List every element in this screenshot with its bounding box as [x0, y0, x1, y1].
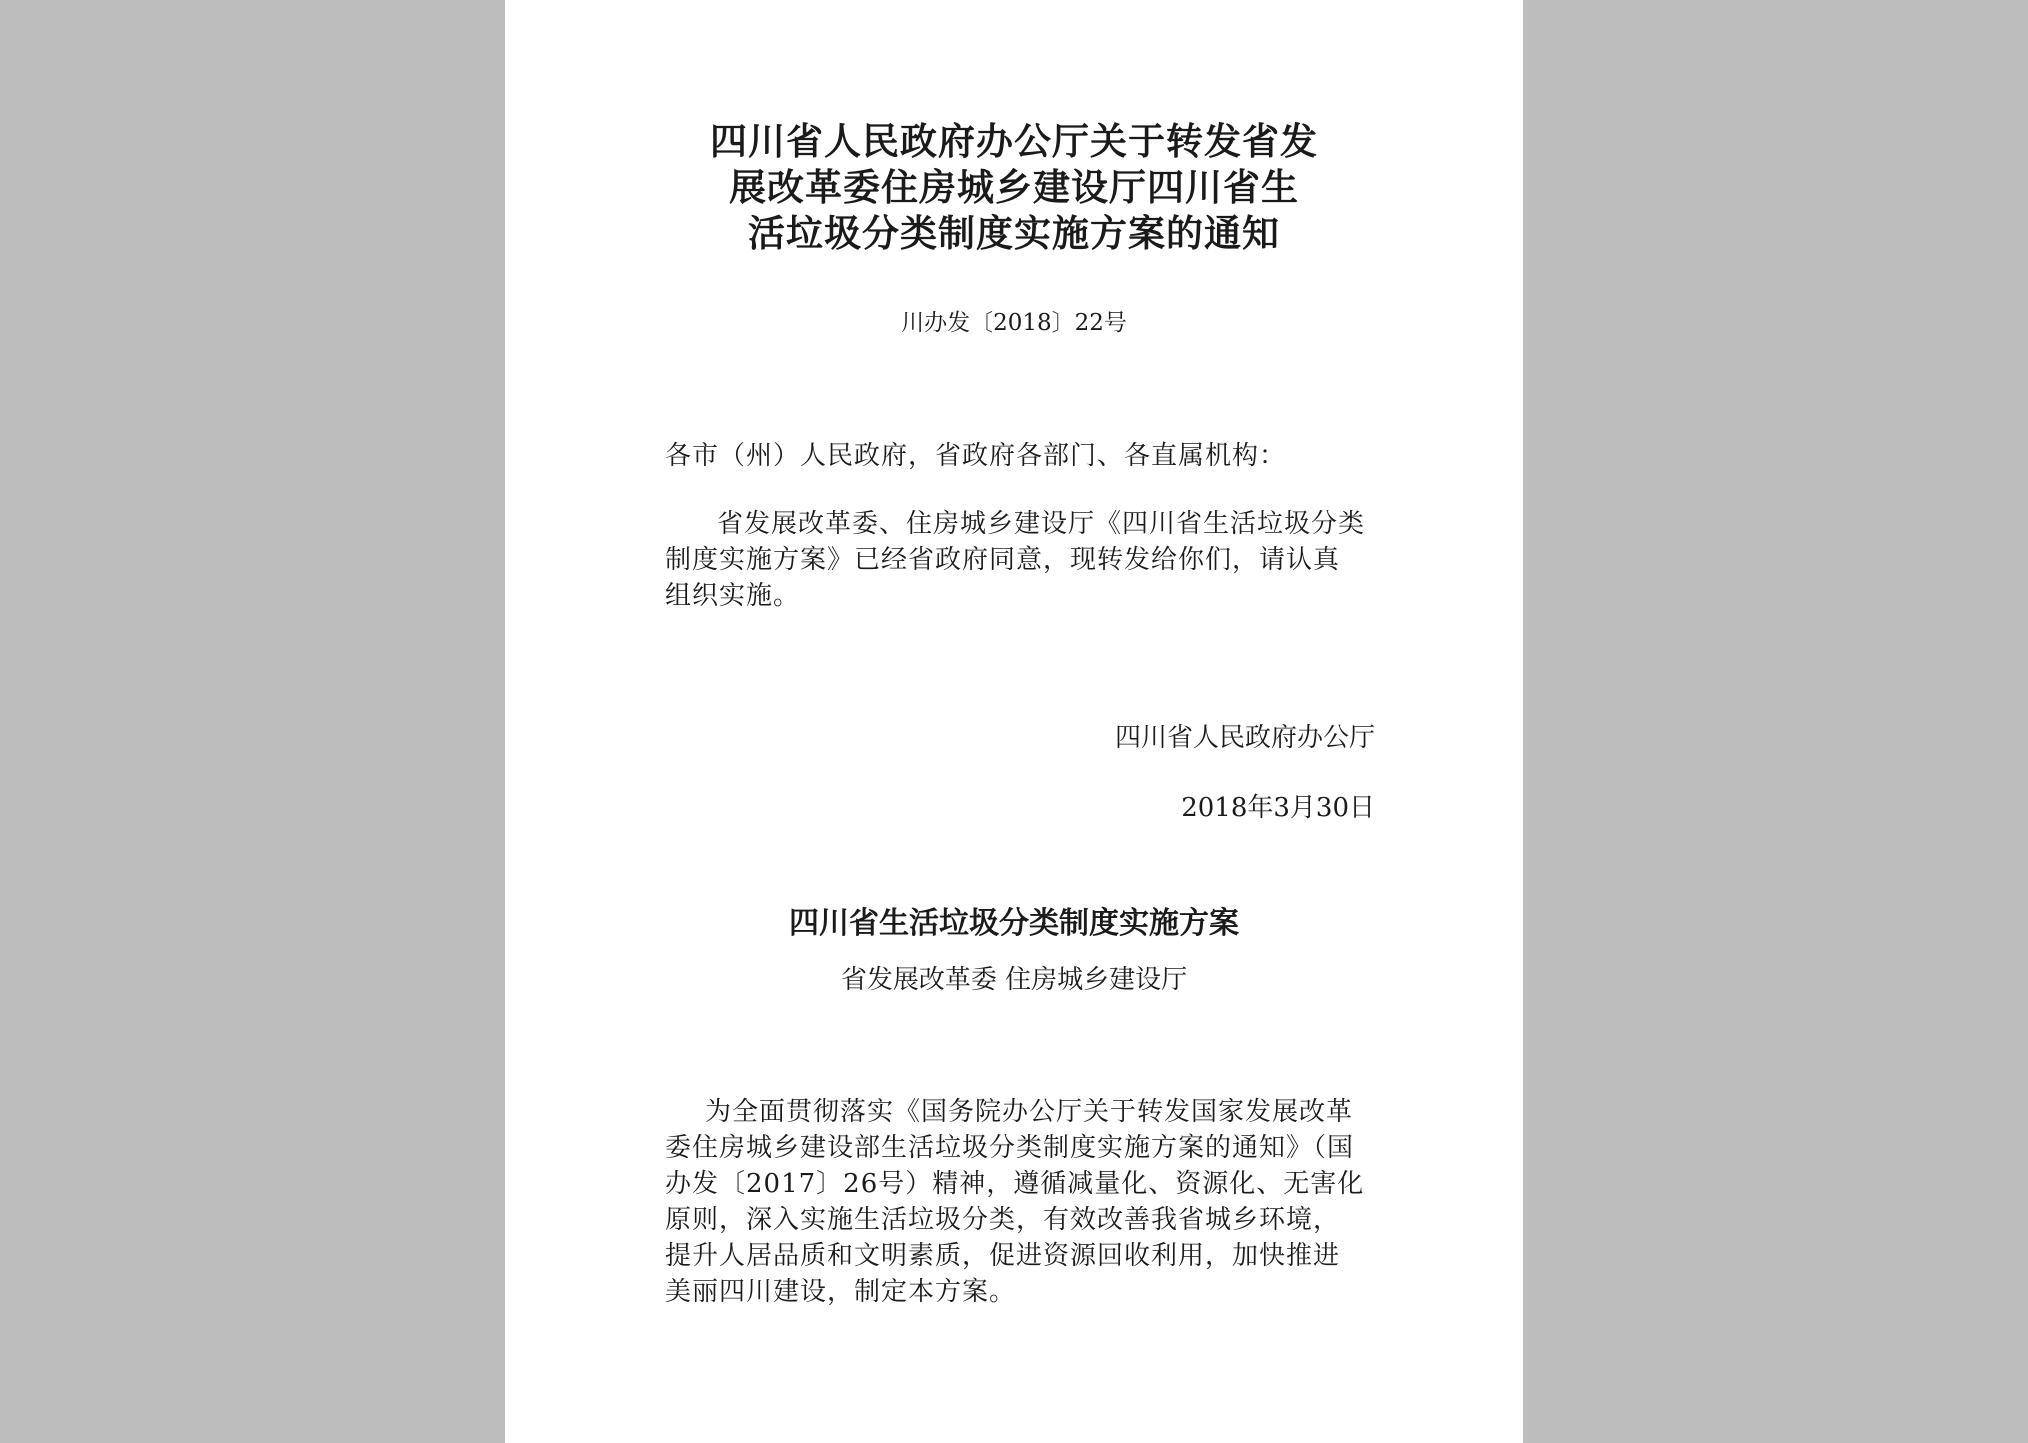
document-page	[505, 0, 1523, 1443]
document-title	[505, 118, 1523, 256]
forwarding-paragraph: 省发展改革委、住房城乡建设厅《四川省生活垃圾分类制度实施方案》已经省政府同意，现转发给你们，请认真组织实施。	[665, 509, 1366, 611]
signature-date: 2018年3月30日	[1181, 793, 1375, 823]
title-line-3: 活垃圾分类制度实施方案的通知	[748, 211, 1280, 255]
signature-organization: 四川省人民政府办公厅	[1114, 723, 1375, 753]
title-line-2: 展改革委住房城乡建设厅四川省生	[729, 165, 1299, 209]
plan-issuer: 省发展改革委 住房城乡建设厅	[840, 965, 1188, 995]
title-line-1: 四川省人民政府办公厅关于转发省发	[710, 119, 1318, 163]
plan-intro-paragraph: 为全面贯彻落实《国务院办公厅关于转发国家发展改革委住房城乡建设部生活垃圾分类制度实施方案的通知》（国办发〔2017〕26号）精神，遵循减量化、资源化、无害化原则，深入实施生活垃圾分类，有效改善我省城乡环境，提升人居品质和文明素质，促进资源回收利用，加快推进美丽四川建设，制定本方案。	[665, 1097, 1365, 1307]
plan-title: 四川省生活垃圾分类制度实施方案	[789, 906, 1239, 941]
salutation: 各市（州）人民政府，省政府各部门、各直属机构：	[665, 441, 1287, 471]
document-number: 川办发〔2018〕22号	[901, 310, 1127, 336]
